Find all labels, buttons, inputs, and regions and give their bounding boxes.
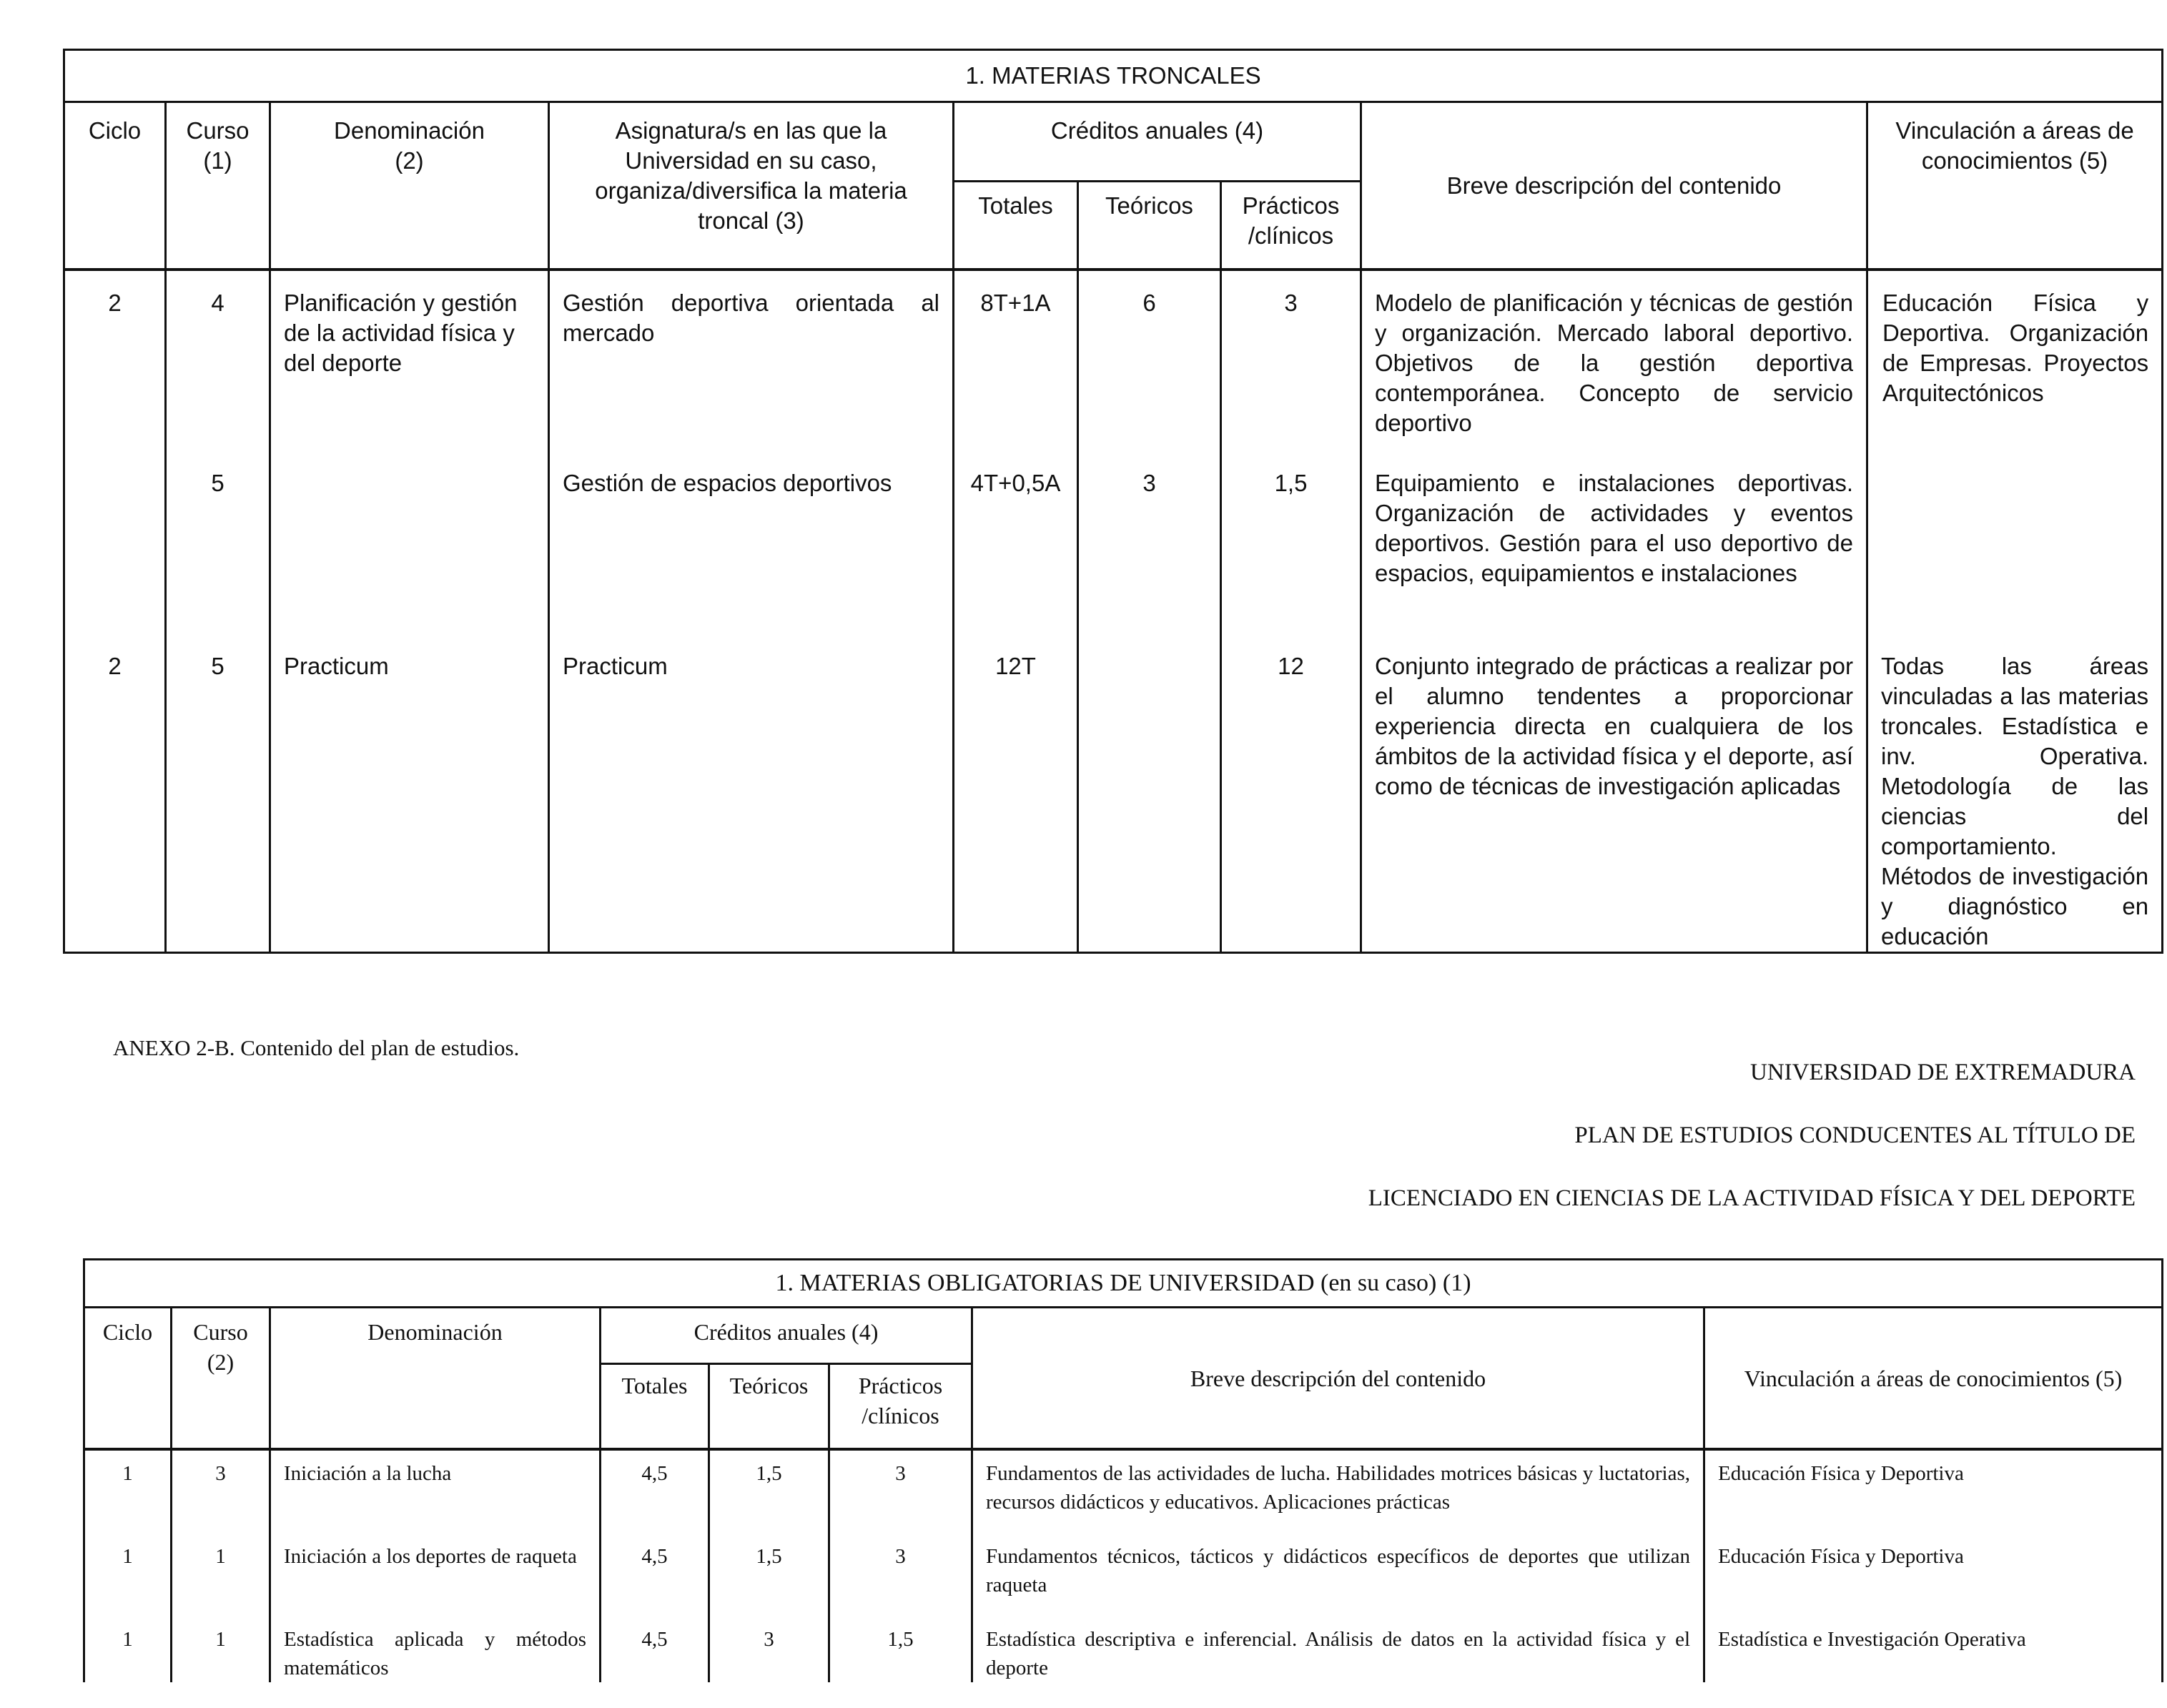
cell-ciclo: 2 (64, 270, 166, 438)
university-name: UNIVERSIDAD DE EXTREMADURA (1750, 1060, 2136, 1085)
cell-practicos: 12 (1221, 588, 1361, 953)
col-header-descripcion: Breve descripción del contenido (972, 1308, 1704, 1450)
cell-vinculacion: Educación Física y Deportiva (1704, 1449, 2163, 1516)
cell-descripcion: Conjunto integrado de prácticas a realizar por el alumno tendentes a proporcionar experiencia directa en cualquiera de los ámbitos de la actividad física y el deporte, así como de técnicas de investigación aplicadas (1361, 588, 1867, 953)
col-header-totales: Totales (601, 1364, 709, 1450)
cell-teoricos: 1,5 (709, 1449, 829, 1516)
table-title: 1. MATERIAS OBLIGATORIAS DE UNIVERSIDAD (en su caso) (1) (84, 1260, 2163, 1308)
cell-descripcion: Fundamentos de las actividades de lucha. Habilidades motrices básicas y luctatorias, recursos didácticos y educativos. Aplicaciones prácticas (972, 1449, 1704, 1516)
cell-practicos: 3 (829, 1516, 972, 1599)
col-header-asignatura: Asignatura/s en las que la Universidad en su caso, organiza/diversifica la materia troncal (3) (549, 102, 954, 270)
materias-troncales-table (63, 49, 2163, 954)
cell-denominacion: Iniciación a los deportes de raqueta (270, 1516, 601, 1599)
cell-denominacion: Iniciación a la lucha (270, 1449, 601, 1516)
col-header-denominacion (270, 102, 549, 270)
cell-vinculacion (1867, 438, 2163, 588)
cell-teoricos: 6 (1078, 270, 1221, 438)
cell-totales: 8T+1A (954, 270, 1078, 438)
table-row (84, 1449, 2163, 1516)
cell-descripcion: Modelo de planificación y técnicas de gestión y organización. Mercado laboral deportivo. Objetivos de la gestión deportiva contemporánea. Concepto de servicio deportivo (1361, 270, 1867, 438)
table-row (64, 438, 2163, 588)
cell-curso: 1 (172, 1516, 270, 1599)
materias-obligatorias-table (83, 1258, 2163, 1682)
cell-vinculacion: Todas las áreas vinculadas a las materias troncales. Estadística e inv. Operativa. Metodología de las ciencias del comportamiento. Métodos de investigación y diagnóstico en educación (1867, 588, 2163, 953)
cell-ciclo (64, 438, 166, 588)
col-header-creditos: Créditos anuales (4) (601, 1308, 972, 1364)
cell-vinculacion: Educación Física y Deportiva (1704, 1516, 2163, 1599)
col-header-teoricos: Teóricos (1078, 182, 1221, 270)
cell-practicos: 1,5 (829, 1599, 972, 1682)
col-header-curso (166, 102, 270, 270)
cell-curso: 5 (166, 588, 270, 953)
cell-teoricos: 1,5 (709, 1516, 829, 1599)
plan-title-line2: LICENCIADO EN CIENCIAS DE LA ACTIVIDAD FÍSICA Y DEL DEPORTE (1368, 1185, 2136, 1211)
col-header-practicos: Prácticos /clínicos (1221, 182, 1361, 270)
col-header-totales: Totales (954, 182, 1078, 270)
col-header-ciclo: Ciclo (64, 102, 166, 270)
col-header-denominacion-note: (2) (395, 147, 424, 174)
col-header-practicos: Prácticos /clínicos (829, 1364, 972, 1450)
col-header-denominacion-label: Denominación (334, 117, 485, 144)
col-header-creditos: Créditos anuales (4) (954, 102, 1361, 182)
col-header-curso-label: Curso (193, 1319, 248, 1345)
cell-denominacion: Estadística aplicada y métodos matemáticos (270, 1599, 601, 1682)
cell-teoricos: 3 (709, 1599, 829, 1682)
cell-curso: 5 (166, 438, 270, 588)
table-row (84, 1599, 2163, 1682)
cell-practicos: 1,5 (1221, 438, 1361, 588)
cell-vinculacion: Estadística e Investigación Operativa (1704, 1599, 2163, 1682)
cell-curso: 3 (172, 1449, 270, 1516)
col-header-teoricos: Teóricos (709, 1364, 829, 1450)
table-row (64, 588, 2163, 953)
cell-asignatura: Gestión deportiva orientada al mercado (549, 270, 954, 438)
cell-teoricos (1078, 588, 1221, 953)
col-header-curso-note: (2) (207, 1349, 235, 1375)
cell-vinculacion: Educación Física y Deportiva. Organización de Empresas. Proyectos Arquitectónicos (1867, 270, 2163, 438)
cell-totales: 4,5 (601, 1599, 709, 1682)
col-header-vinculacion: Vinculación a áreas de conocimientos (5) (1867, 102, 2163, 270)
cell-totales: 4,5 (601, 1516, 709, 1599)
cell-totales: 12T (954, 588, 1078, 953)
col-header-curso (172, 1308, 270, 1450)
table-title: 1. MATERIAS TRONCALES (64, 50, 2163, 102)
cell-practicos: 3 (829, 1449, 972, 1516)
cell-totales: 4T+0,5A (954, 438, 1078, 588)
cell-denominacion (270, 438, 549, 588)
cell-asignatura: Practicum (549, 588, 954, 953)
col-header-descripcion: Breve descripción del contenido (1361, 102, 1867, 270)
cell-asignatura: Gestión de espacios deportivos (549, 438, 954, 588)
cell-curso: 4 (166, 270, 270, 438)
col-header-curso-label: Curso (186, 117, 250, 144)
cell-ciclo: 1 (84, 1599, 172, 1682)
cell-denominacion: Planificación y gestión de la actividad física y del deporte (270, 270, 549, 438)
cell-teoricos: 3 (1078, 438, 1221, 588)
col-header-vinculacion: Vinculación a áreas de conocimientos (5) (1704, 1308, 2163, 1450)
table-row (84, 1516, 2163, 1599)
plan-title-line1: PLAN DE ESTUDIOS CONDUCENTES AL TÍTULO DE (1574, 1122, 2136, 1148)
cell-denominacion: Practicum (270, 588, 549, 953)
cell-descripcion: Equipamiento e instalaciones deportivas. Organización de actividades y eventos deportivos. Gestión para el uso deportivo de espacios, equipamientos e instalaciones (1361, 438, 1867, 588)
col-header-curso-note: (1) (203, 147, 232, 174)
table-row (64, 270, 2163, 438)
cell-descripcion: Estadística descriptiva e inferencial. Análisis de datos en la actividad física y el deporte (972, 1599, 1704, 1682)
col-header-denominacion: Denominación (270, 1308, 601, 1450)
cell-ciclo: 1 (84, 1516, 172, 1599)
cell-practicos: 3 (1221, 270, 1361, 438)
cell-totales: 4,5 (601, 1449, 709, 1516)
cell-descripcion: Fundamentos técnicos, tácticos y didácticos específicos de deportes que utilizan raqueta (972, 1516, 1704, 1599)
col-header-ciclo: Ciclo (84, 1308, 172, 1450)
annex-caption: ANEXO 2-B. Contenido del plan de estudios. (113, 1035, 520, 1060)
cell-curso: 1 (172, 1599, 270, 1682)
cell-ciclo: 1 (84, 1449, 172, 1516)
cell-ciclo: 2 (64, 588, 166, 953)
